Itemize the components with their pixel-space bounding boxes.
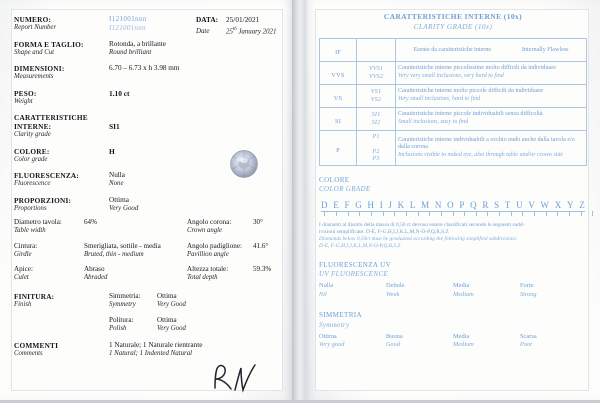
- option-en: Strong: [520, 290, 537, 298]
- desc-it: Caratteristiche interne piccole individuabili senza difficoltà: [398, 111, 543, 118]
- field-value: [109, 113, 280, 140]
- color-scale-letter: I: [379, 199, 383, 210]
- label-en: Pavillion angle: [187, 250, 229, 258]
- value-en: Very Good: [157, 301, 186, 309]
- signature: [205, 358, 277, 398]
- row-label: [14, 265, 84, 282]
- label-en: Crown angle: [187, 227, 223, 235]
- field-date: [196, 15, 276, 36]
- color-scale-letter: P: [459, 199, 465, 210]
- field-label: [14, 171, 109, 189]
- ruler-tick: [487, 211, 488, 216]
- row-value: 30°: [253, 218, 263, 227]
- desc-it: Esente da caratteristiche interne: [413, 47, 492, 53]
- row-label: [187, 242, 253, 259]
- grade-code: IF: [335, 49, 341, 56]
- label-en: Shape and Cut: [14, 48, 55, 56]
- row-value: [84, 242, 187, 259]
- clarity-title-en: CLARITY GRADE (10x): [413, 23, 493, 31]
- color-scale-letter: V: [528, 199, 535, 210]
- label-it: CARATTERISTICHE INTERNE:: [14, 113, 88, 132]
- option-it: Media: [453, 333, 470, 341]
- value-en: Bruted, thin - medium: [84, 250, 144, 258]
- field-value: [109, 89, 280, 107]
- page-gutter: [292, 0, 306, 400]
- value-en: Very Good: [157, 324, 186, 332]
- row-label: [187, 265, 253, 282]
- color-scale-letter: N: [434, 199, 442, 210]
- clarity-desc-if: [396, 39, 587, 62]
- symmetry-title-en: Symmetry: [319, 320, 350, 329]
- clarity-grade-table: [319, 38, 587, 166]
- value-en: I121001nnn: [109, 24, 146, 32]
- date-it-line: [196, 15, 276, 25]
- clarity-subgrades-si: [357, 108, 396, 131]
- ruler-tick: [499, 211, 500, 216]
- fluorescence-option-weak: [386, 282, 453, 299]
- desc-en: Very very small inclusions, very hard to find: [398, 73, 504, 79]
- label-en: Total depth: [187, 273, 218, 281]
- color-scale-letter: E: [333, 199, 339, 210]
- ruler-tick: [383, 211, 384, 216]
- label-it: COLORE:: [14, 146, 50, 156]
- proportions-right-column: [187, 218, 280, 288]
- subgrade: P2: [372, 147, 380, 155]
- subgrade: VVS2: [368, 73, 384, 80]
- ruler-tick: [394, 211, 395, 216]
- color-scale-letter: H: [367, 199, 374, 210]
- symmetry-option-poor: [520, 333, 587, 350]
- subgrade: VS1: [370, 88, 382, 96]
- right-page-content: [306, 0, 600, 400]
- proportion-pavillion-angle: [187, 242, 280, 259]
- diamond-photo: [222, 142, 266, 186]
- field-measurements: [14, 64, 280, 82]
- label-it: PROPORZIONI:: [14, 195, 72, 205]
- value-it: 6.70 – 6.73 x h 3.98 mm: [109, 64, 180, 73]
- field-label: [14, 40, 109, 58]
- label-it: Simmetria:: [109, 292, 141, 301]
- desc-it: Caratteristiche interne piccolissime molto difficili da individuare: [398, 65, 556, 72]
- row-value: [157, 292, 186, 309]
- value-it: Abraso: [84, 264, 105, 273]
- proportion-total-depth: [187, 265, 280, 282]
- value-en: Abraded: [84, 273, 108, 281]
- value-it: Ottima: [157, 292, 177, 301]
- proportion-table-width: [14, 218, 187, 235]
- fluorescence-title-it: FLUORESCENZA UV: [319, 260, 392, 269]
- value-it: Smerigliata, sottile - media: [84, 241, 161, 250]
- row-label: [14, 218, 84, 235]
- label-it: FINITURA:: [14, 292, 55, 302]
- clarity-grade-vs: [320, 85, 357, 108]
- field-value: [109, 341, 280, 359]
- clarity-desc-vvs: [396, 62, 587, 85]
- option-it: Debole: [386, 282, 405, 290]
- label-en: Table width: [14, 227, 46, 235]
- grade-code: VVS: [331, 72, 345, 79]
- fluorescence-title-en: UV FLUORESCENCE: [319, 270, 389, 278]
- subgrade: SI1: [371, 111, 381, 119]
- label-en: Finish: [14, 301, 32, 309]
- color-scale-letter: S: [494, 199, 500, 210]
- subgrade: P3: [372, 155, 380, 163]
- finish-symmetry: [109, 292, 280, 309]
- ruler-tick: [453, 211, 454, 216]
- subgrade: P1: [372, 133, 380, 140]
- ruler-tick: [406, 211, 407, 216]
- color-note-it-line2: ivisioni semplificate: D-E, F-G,H,I,J,K,L,M,N-O-P,Q,R,S,Z: [319, 228, 449, 235]
- ruler-tick: [546, 211, 547, 216]
- color-scale-letter: J: [388, 199, 392, 210]
- row-label: [187, 218, 253, 235]
- fluorescence-option-medium: [453, 282, 520, 299]
- value-it: Ottima: [109, 195, 129, 204]
- date-label-it: DATA:: [196, 15, 219, 24]
- fluorescence-options: [319, 282, 587, 299]
- option-it: Forte: [520, 282, 534, 290]
- row-value: 41.6°: [253, 241, 269, 250]
- date-label-en: Date: [196, 27, 210, 35]
- label-en: Fluorescence: [14, 180, 51, 188]
- grade-code: VS: [333, 95, 343, 102]
- label-en: Proportions: [14, 204, 47, 212]
- color-scale-letter: R: [482, 199, 489, 210]
- field-label: [14, 64, 109, 82]
- field-label: [14, 147, 109, 165]
- desc-en: Very small inclusions, hard to find: [398, 96, 481, 102]
- field-comments: [14, 341, 280, 359]
- label-it: Cintura:: [14, 241, 38, 250]
- desc-en: Internally Flawless: [521, 47, 569, 53]
- row-label: [109, 292, 157, 309]
- label-it: COMMENTI: [14, 341, 59, 351]
- label-it: Politura:: [109, 315, 134, 324]
- ruler-tick: [371, 211, 372, 216]
- option-en: Good: [386, 341, 400, 349]
- grade-code: P: [336, 146, 340, 154]
- field-label: [14, 196, 109, 214]
- option-it: Media: [453, 282, 470, 290]
- clarity-subgrades-vs: [357, 85, 396, 108]
- desc-it: Caratteristiche interne molto piccole difficili da individuare: [398, 88, 544, 95]
- row-label: [14, 242, 84, 259]
- label-en: Comments: [14, 350, 43, 358]
- clarity-grade-p: [320, 131, 357, 166]
- subgrade: VVS1: [368, 65, 384, 73]
- color-scale-letter: K: [397, 199, 405, 210]
- finish-polish: [109, 316, 280, 333]
- field-shape-and-cut: [14, 40, 280, 58]
- label-it: Angolo corona:: [187, 218, 232, 227]
- clarity-subgrades-p: [357, 131, 396, 166]
- proportion-crown-angle: [187, 218, 280, 235]
- clarity-grade-vvs: [320, 62, 357, 85]
- label-en: Clarity grade: [14, 131, 51, 139]
- option-en: Weak: [386, 290, 400, 298]
- label-it: Apice:: [14, 264, 33, 273]
- ruler-tick: [557, 211, 558, 216]
- clarity-grade-if: [320, 39, 357, 62]
- field-value: [109, 64, 280, 82]
- option-en: Nil: [319, 290, 327, 298]
- table-row: [320, 62, 587, 85]
- option-it: Scarsa: [520, 333, 537, 341]
- table-row: [320, 39, 587, 62]
- uv-fluorescence-section: [319, 261, 587, 300]
- value-it: 1 Naturale; 1 Naturale rientrante: [109, 341, 203, 350]
- label-en: Culet: [14, 273, 29, 281]
- ruler-tick: [418, 211, 419, 216]
- color-scale-letter: W: [540, 199, 550, 210]
- ruler-tick: [324, 211, 325, 216]
- option-en: Very good: [319, 341, 345, 349]
- label-it: NUMERO:: [14, 15, 52, 24]
- field-value: [109, 292, 280, 333]
- date-day: 25: [226, 27, 233, 35]
- fluorescence-option-strong: [520, 282, 587, 299]
- date-day-suffix: th: [232, 26, 237, 32]
- field-value: [109, 196, 280, 214]
- label-en: Color grade: [14, 155, 48, 163]
- field-label: [14, 15, 109, 33]
- label-en: Polish: [109, 324, 127, 332]
- field-proportions: [14, 196, 280, 214]
- field-label: [14, 292, 109, 333]
- ruler-tick: [348, 211, 349, 216]
- option-en: Medium: [453, 290, 474, 298]
- option-en: Medium: [453, 341, 474, 349]
- color-scale-letter: X: [554, 199, 562, 210]
- proportions-left-column: [14, 218, 187, 288]
- color-scale-letter: Q: [470, 199, 477, 210]
- color-scale-letter: Y: [567, 199, 574, 210]
- label-it: Altezza totale:: [187, 264, 229, 273]
- subgrade: VS2: [370, 96, 382, 103]
- color-scale: [319, 200, 587, 222]
- date-en-line: [196, 25, 276, 36]
- desc-en: Inclusions visible to naked eye, also through table and/or crown side: [398, 151, 564, 158]
- label-it: PESO:: [14, 88, 37, 98]
- row-value: 59.3%: [253, 264, 272, 273]
- option-it: Ottima: [319, 333, 337, 341]
- ruler-tick: [522, 211, 523, 216]
- field-clarity-grade: [14, 113, 280, 140]
- label-en: Girdle: [14, 250, 32, 258]
- color-scale-letter: L: [409, 199, 416, 210]
- color-scale-letters: [319, 200, 587, 211]
- color-title-it: COLORE: [319, 175, 350, 184]
- color-scale-letter: M: [421, 199, 430, 210]
- label-it: FORMA E TAGLIO:: [14, 39, 84, 49]
- ruler-tick: [464, 211, 465, 216]
- value-it: 1.10 ct: [109, 88, 130, 98]
- value-en: Very Good: [109, 204, 139, 212]
- desc-it: Caratteristiche interne individuabili a occhio nudo anche dalla tavola e/o dalla corona: [398, 136, 575, 151]
- proportions-detail: [14, 218, 280, 288]
- value-it: I121001nnn: [109, 15, 147, 23]
- ruler-tick: [441, 211, 442, 216]
- value-it: Rotonda, a brillante: [109, 39, 166, 48]
- value-it: Ottima: [157, 315, 177, 324]
- color-scale-letter: Z: [579, 199, 585, 210]
- value-it: 64%: [84, 218, 98, 227]
- date-month-year: January 2021: [236, 27, 277, 35]
- value-en: None: [109, 180, 124, 188]
- field-label: [14, 113, 109, 140]
- ruler-tick: [359, 211, 360, 216]
- color-note-en-line1: Diamonds below 0,50ct must be graduated according the following simplified subdivisions:: [319, 235, 518, 242]
- symmetry-title-it: SIMMETRIA: [319, 311, 362, 320]
- symmetry-options: [319, 333, 587, 350]
- symmetry-option-medium: [453, 333, 520, 350]
- fluorescence-option-nil: [319, 282, 386, 299]
- clarity-subgrades-vvs: [357, 62, 396, 85]
- ruler-tick: [476, 211, 477, 216]
- date-value-it: 25/01/2021: [226, 15, 260, 24]
- label-en: Symmetry: [109, 301, 136, 309]
- field-weight: [14, 89, 280, 107]
- table-row: [320, 108, 587, 131]
- ruler-tick: [511, 211, 512, 216]
- desc-en: Small inclusions, easy to find: [398, 119, 469, 125]
- color-note-it-line1: I diamanti al disotto della massa di 0,50 ct devono essere classificati secondo le seguenti sudd-: [319, 221, 525, 228]
- color-scale-letter: G: [355, 199, 362, 210]
- clarity-desc-si: [396, 108, 587, 131]
- clarity-sub-empty: [357, 39, 396, 62]
- color-scale-letter: O: [447, 199, 454, 210]
- clarity-grade-si: [320, 108, 357, 131]
- ruler-tick: [569, 211, 570, 216]
- label-en: Report Number: [14, 24, 57, 31]
- field-value: [109, 40, 280, 58]
- row-label: [109, 316, 157, 333]
- row-value: [157, 316, 186, 333]
- value-it: Nulla: [109, 171, 125, 180]
- ruler-tick: [534, 211, 535, 216]
- option-it: Nulla: [319, 282, 334, 290]
- label-en: Weight: [14, 97, 33, 105]
- value-en: 1 Natural; 1 Indented Natural: [109, 350, 193, 358]
- value-it: H: [109, 146, 115, 156]
- label-it: Angolo padiglione:: [187, 241, 242, 250]
- row-value: [84, 265, 187, 282]
- field-label: [14, 341, 109, 359]
- label-it: Diametro tavola:: [14, 218, 62, 227]
- row-value: [84, 218, 187, 235]
- label-en: Measurements: [14, 73, 54, 81]
- ruler-tick: [581, 211, 582, 216]
- color-note-en-line2: D-E, F-G,H,I,J,K,L,M,N-O-P,Q,R,S,Z: [319, 242, 401, 249]
- certificate-left-page: [0, 0, 292, 400]
- ruler-tick: [336, 211, 337, 216]
- proportion-culet: [14, 265, 187, 282]
- certificate-right-page: [306, 0, 600, 400]
- table-row: [320, 85, 587, 108]
- symmetry-option-good: [386, 333, 453, 350]
- ruler-tick: [429, 211, 430, 216]
- clarity-desc-p: [396, 131, 587, 166]
- clarity-desc-vs: [396, 85, 587, 108]
- field-finish: [14, 292, 280, 333]
- subgrade: SI2: [371, 119, 381, 126]
- value-en: Round brilliant: [109, 48, 152, 56]
- option-it: Buona: [386, 333, 403, 341]
- color-scale-letter: T: [504, 199, 511, 210]
- left-page-content: [0, 0, 292, 400]
- label-it: DIMENSIONI:: [14, 64, 65, 74]
- table-row: [320, 131, 587, 166]
- proportion-girdle: [14, 242, 187, 259]
- clarity-title-it: CARATTERISTICHE INTERNE (10x): [383, 12, 523, 21]
- field-label: [14, 89, 109, 107]
- symmetry-option-very-good: [319, 333, 386, 350]
- grade-code: SI: [334, 118, 342, 125]
- option-en: Poor: [520, 341, 533, 349]
- color-scale-letter: D: [321, 199, 328, 210]
- ruler-tick: [592, 211, 593, 216]
- color-scale-letter: U: [516, 199, 523, 210]
- symmetry-section: [319, 311, 587, 350]
- value-it: SI1: [109, 122, 120, 132]
- label-it: FLUORESCENZA:: [14, 171, 80, 181]
- color-title-en: COLOR GRADE: [319, 185, 371, 194]
- color-grade-section: [319, 176, 587, 250]
- color-scale-ruler: [319, 211, 587, 220]
- color-scale-letter: F: [344, 199, 350, 210]
